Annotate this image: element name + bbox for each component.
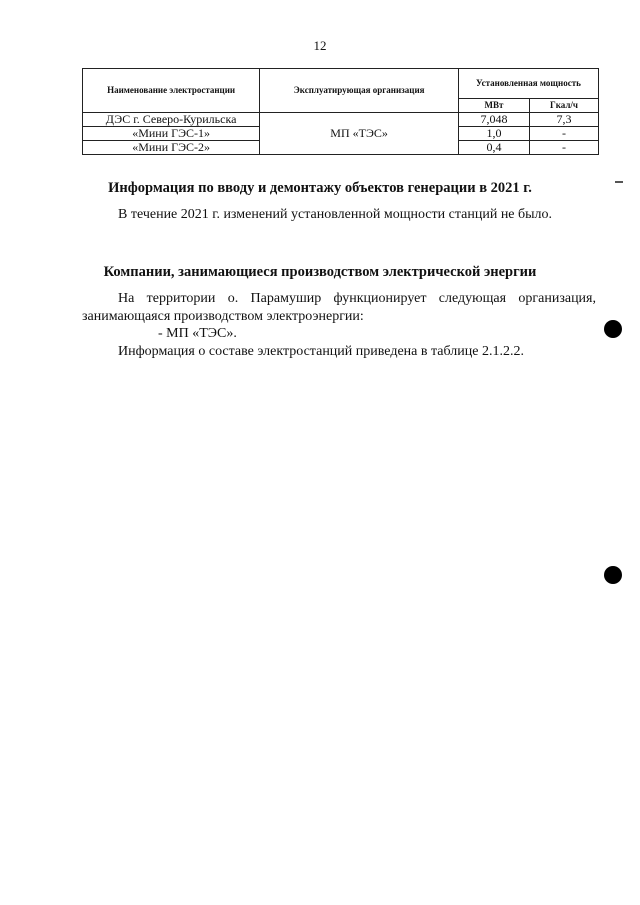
table-row xyxy=(83,113,599,127)
header-gcal: Гкал/ч xyxy=(530,99,599,113)
header-organization: Эксплуатирующая организация xyxy=(260,69,459,113)
plant-name: «Мини ГЭС-1» xyxy=(83,127,260,141)
section-heading-generation: Информация по вводу и демонтажу объектов генерации в 2021 г. xyxy=(108,180,532,196)
header-plant-name: Наименование электростанции xyxy=(83,69,260,113)
paragraph-companies: На территории о. Парамушир функционирует следующая организация, занимающаяся производством электроэнергии: xyxy=(82,291,596,324)
plant-mw: 1,0 xyxy=(458,127,529,141)
plant-gcal: 7,3 xyxy=(530,113,599,127)
section-heading-companies: Компании, занимающиеся производством электрической энергии xyxy=(103,264,537,280)
plant-gcal: - xyxy=(530,127,599,141)
paragraph-generation: В течение 2021 г. изменений установленной мощности станций не было. xyxy=(118,207,553,222)
header-capacity: Установленная мощность xyxy=(458,69,598,99)
plant-gcal: - xyxy=(530,141,599,155)
paragraph-table-reference: Информация о составе электростанций приведена в таблице 2.1.2.2. xyxy=(118,344,524,359)
list-item-organization: - МП «ТЭС». xyxy=(158,326,237,341)
page-number: 12 xyxy=(313,38,327,53)
header-mw: МВт xyxy=(458,99,529,113)
power-plants-table xyxy=(82,68,599,155)
plant-mw: 7,048 xyxy=(458,113,529,127)
punch-hole-mark xyxy=(604,566,622,584)
punch-hole-mark xyxy=(604,320,622,338)
plant-name: «Мини ГЭС-2» xyxy=(83,141,260,155)
plant-mw: 0,4 xyxy=(458,141,529,155)
organization-cell: МП «ТЭС» xyxy=(260,113,459,155)
scan-mark xyxy=(615,181,623,183)
plant-name: ДЭС г. Северо-Курильска xyxy=(83,113,260,127)
